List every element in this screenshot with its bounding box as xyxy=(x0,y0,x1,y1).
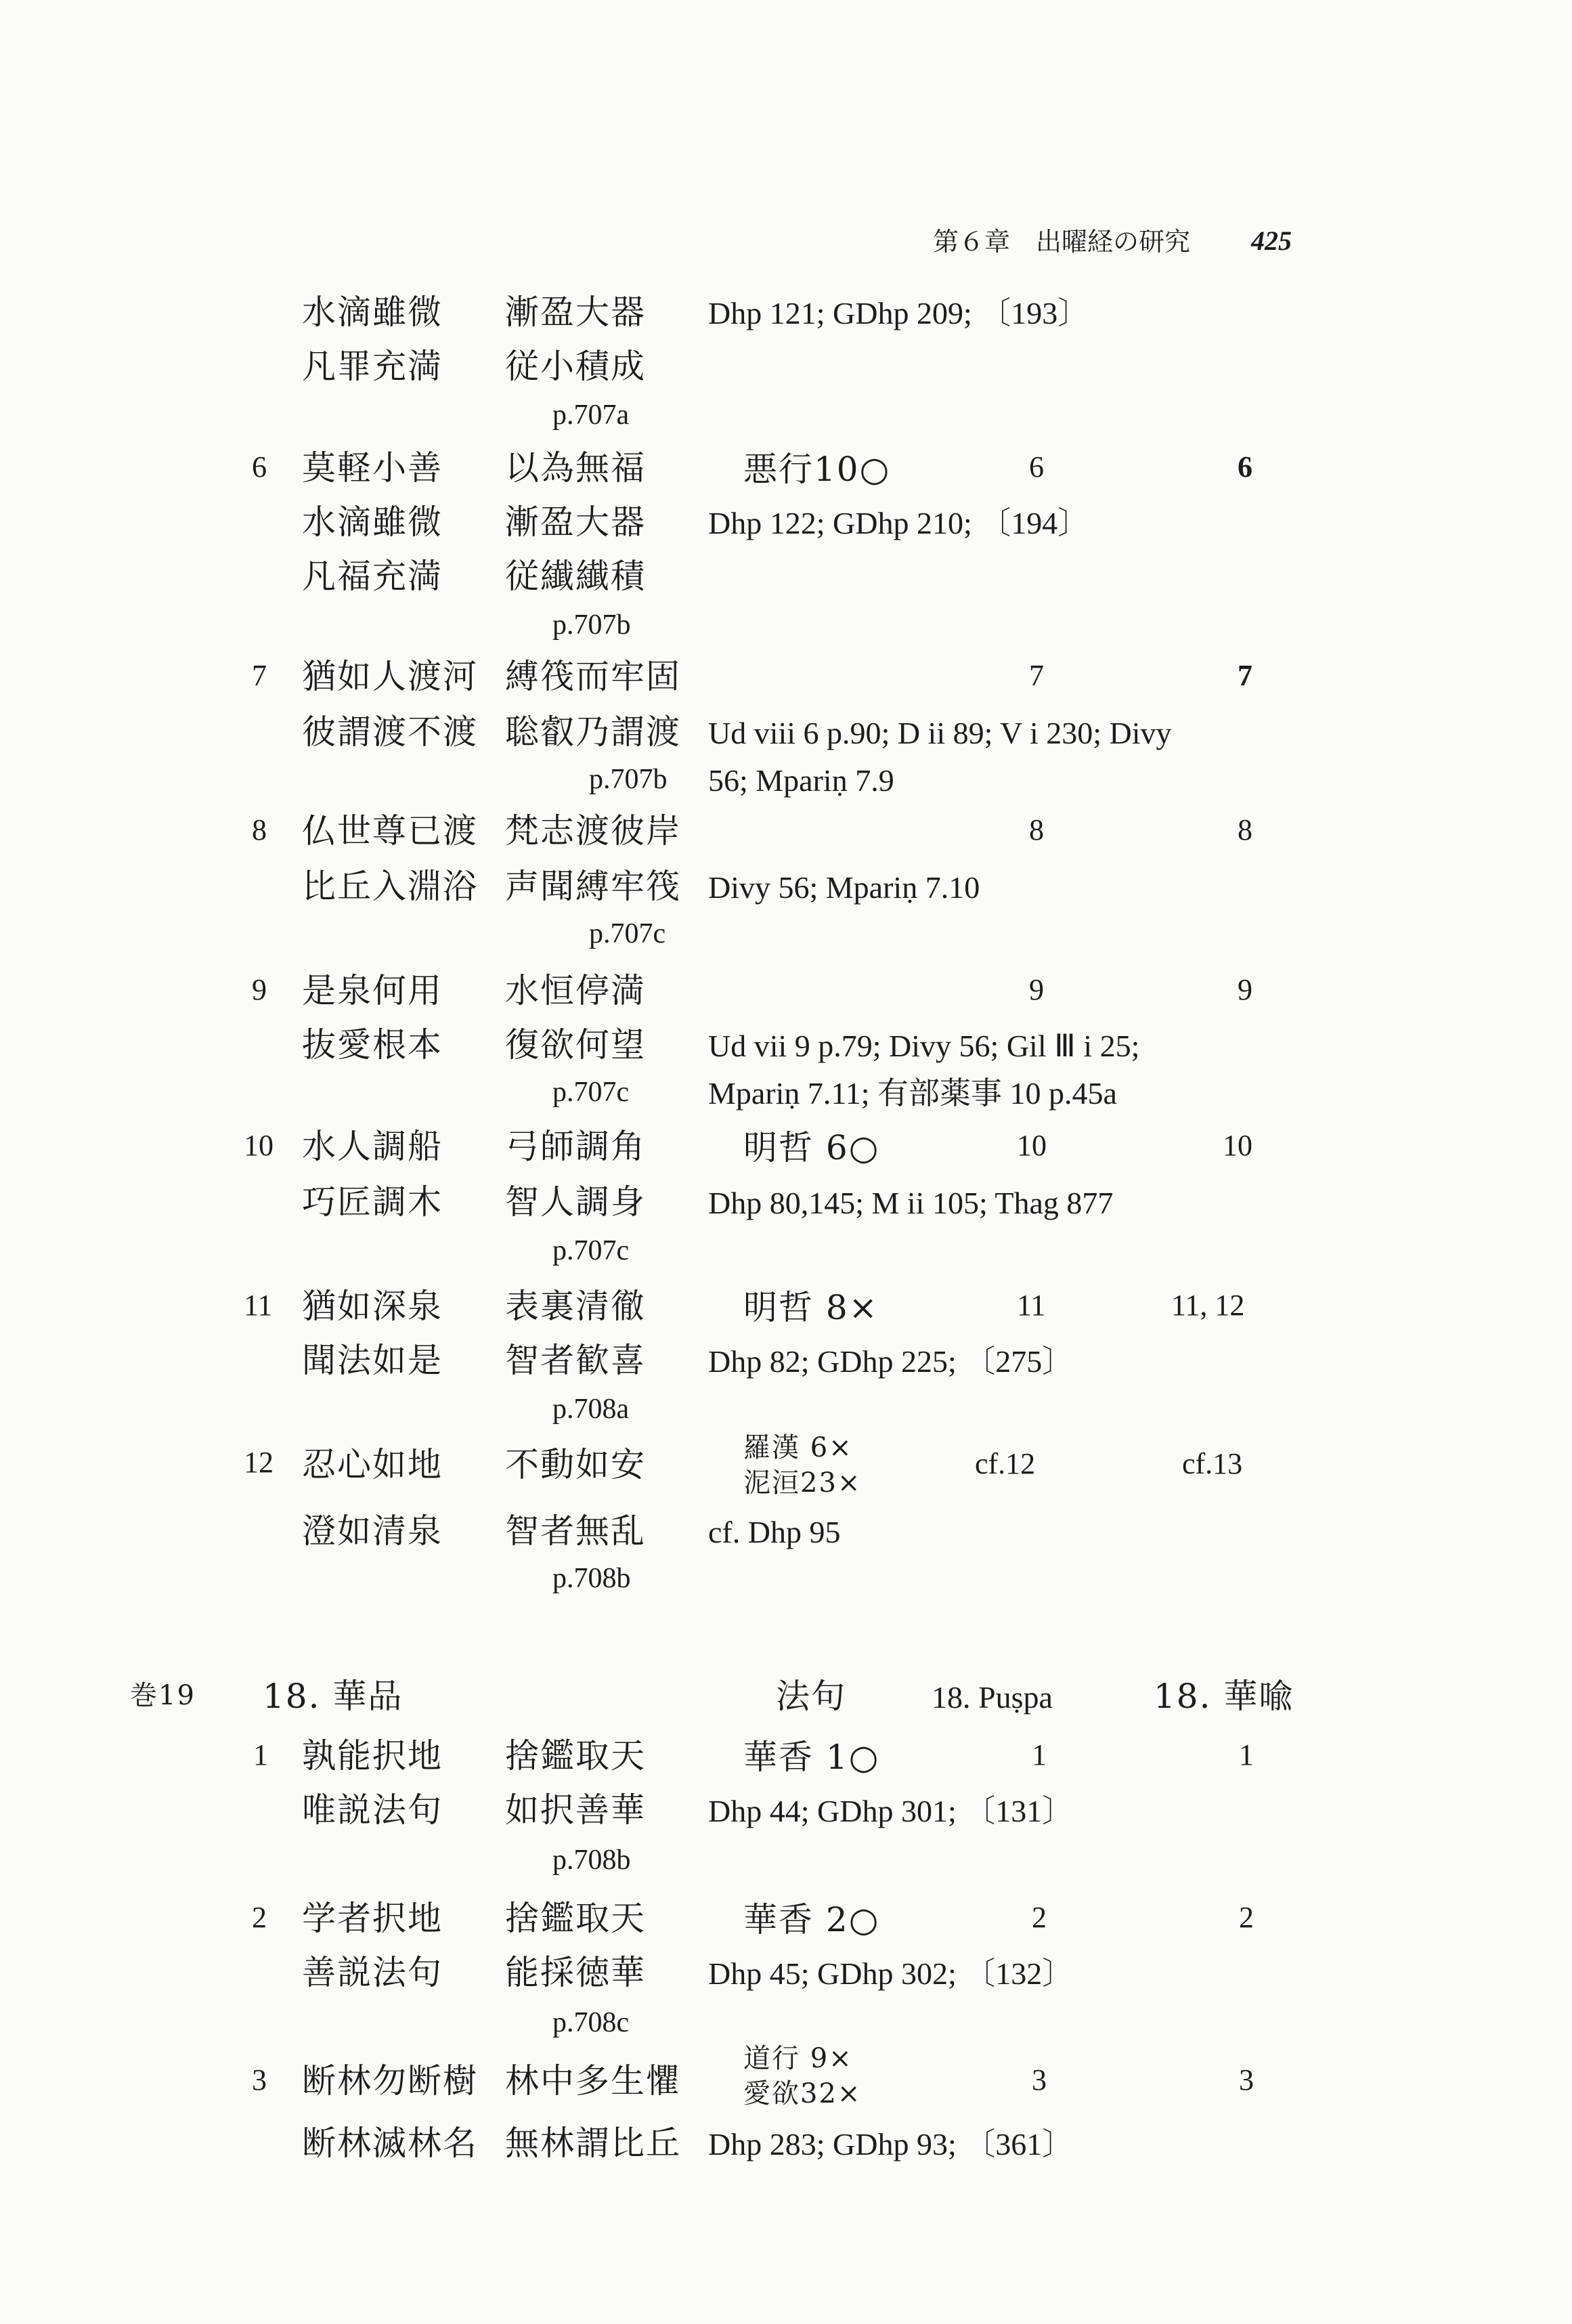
reference-continued: 56; Mpariṇ 7.9 xyxy=(708,763,894,798)
parallel-ref: 華香 2○ xyxy=(743,1900,880,1939)
page-reference: p.707c xyxy=(589,918,666,949)
verse-line: 抜愛根本 xyxy=(302,1025,443,1064)
reference: Dhp 44; GDhp 301; 〔131〕 xyxy=(708,1794,1074,1828)
verse-line: 無林謂比丘 xyxy=(505,2124,681,2163)
page-reference: p.708b xyxy=(552,1845,631,1876)
verse-line: 能採徳華 xyxy=(505,1953,646,1992)
page-reference: p.707b xyxy=(552,609,631,641)
verse-line: 学者択地 xyxy=(302,1899,443,1938)
page-reference: p.707c xyxy=(552,1077,630,1108)
verse-line: 比丘入淵浴 xyxy=(302,867,478,906)
page-reference: p.707b xyxy=(589,764,668,795)
verse-line: 漸盈大器 xyxy=(505,293,646,332)
verse-line: 捨鑑取天 xyxy=(505,1899,646,1938)
col4-number: 11 xyxy=(1017,1289,1046,1322)
reference-continued: Mpariṇ 7.11; 有部薬事 10 p.45a xyxy=(708,1076,1117,1111)
parallel-ref: 明哲 8× xyxy=(743,1288,879,1327)
verse-line: 唯説法句 xyxy=(302,1790,443,1830)
col4-heading: 18. Puṣpa xyxy=(932,1680,1053,1715)
parallel-ref: 羅漢 6× xyxy=(743,1432,853,1463)
verse-line: 猶如深泉 xyxy=(302,1287,443,1326)
col5-number: 9 xyxy=(1238,973,1252,1006)
verse-number: 6 xyxy=(252,450,267,483)
parallel-ref: 泥洹23× xyxy=(743,1467,862,1499)
page-reference: p.707c xyxy=(552,1235,630,1266)
verse-line: 水恒停満 xyxy=(505,971,646,1010)
reference: Ud viii 6 p.90; D ii 89; V i 230; Divy xyxy=(708,716,1172,750)
parallel-ref: 道行 9× xyxy=(743,2043,853,2074)
verse-number: 9 xyxy=(252,973,267,1006)
page-number: 425 xyxy=(1251,225,1292,256)
col5-number: cf.13 xyxy=(1182,1447,1243,1480)
parallel-ref: 悪行10○ xyxy=(743,450,891,489)
verse-line: 智人調身 xyxy=(505,1182,646,1222)
verse-number: 10 xyxy=(244,1129,274,1162)
verse-line: 声聞縛牢筏 xyxy=(505,867,681,906)
col5-heading: 18. 華喩 xyxy=(1154,1677,1294,1716)
verse-line: 如択善華 xyxy=(505,1790,646,1830)
verse-number: 7 xyxy=(252,659,267,692)
verse-line: 仏世尊已渡 xyxy=(302,811,478,851)
verse-line: 従小積成 xyxy=(505,347,646,386)
verse-number: 2 xyxy=(252,1901,267,1934)
page-reference: p.707a xyxy=(552,400,630,431)
verse-line: 断林勿断樹 xyxy=(302,2061,478,2101)
verse-line: 忍心如地 xyxy=(302,1445,443,1484)
verse-line: 澄如清泉 xyxy=(302,1511,443,1551)
verse-line: 縛筏而牢固 xyxy=(505,657,681,696)
verse-line: 林中多生懼 xyxy=(505,2061,681,2101)
section-title: 18. 華品 xyxy=(263,1677,403,1716)
verse-line: 彼謂渡不渡 xyxy=(302,712,478,752)
verse-line: 莫軽小善 xyxy=(302,448,443,488)
col4-number: 8 xyxy=(1029,813,1044,846)
col4-number: 9 xyxy=(1029,973,1044,1006)
verse-line: 以為無福 xyxy=(505,448,646,488)
verse-line: 捨鑑取天 xyxy=(505,1736,646,1776)
page-reference: p.708c xyxy=(552,2007,630,2038)
volume-label: 巻19 xyxy=(130,1680,196,1711)
col5-number: 8 xyxy=(1238,813,1252,846)
reference: Divy 56; Mpariṇ 7.10 xyxy=(708,870,980,905)
verse-line: 是泉何用 xyxy=(302,971,443,1010)
reference: Dhp 122; GDhp 210; 〔194〕 xyxy=(708,506,1089,540)
reference: Dhp 82; GDhp 225; 〔275〕 xyxy=(708,1344,1074,1379)
reference: Dhp 80,145; M ii 105; Thag 877 xyxy=(708,1186,1114,1220)
verse-line: 聞法如是 xyxy=(302,1341,443,1380)
parallel-ref: 華香 1○ xyxy=(743,1738,880,1777)
col4-number: 2 xyxy=(1032,1901,1047,1934)
verse-line: 凡福充満 xyxy=(302,557,443,596)
page-reference: p.708b xyxy=(552,1563,631,1594)
reference: Ud vii 9 p.79; Divy 56; Gil Ⅲ i 25; xyxy=(708,1029,1140,1063)
verse-line: 智者無乱 xyxy=(505,1511,646,1551)
parallel-ref: 明哲 6○ xyxy=(743,1128,880,1167)
page-reference: p.708a xyxy=(552,1394,630,1425)
reference: Dhp 121; GDhp 209; 〔193〕 xyxy=(708,296,1089,330)
reference: Dhp 45; GDhp 302; 〔132〕 xyxy=(708,1956,1074,1991)
col5-number: 10 xyxy=(1223,1129,1252,1162)
reference: Dhp 283; GDhp 93; 〔361〕 xyxy=(708,2127,1074,2161)
col4-number: 3 xyxy=(1032,2063,1047,2096)
parallel-ref: 愛欲32× xyxy=(743,2078,862,2109)
verse-line: 復欲何望 xyxy=(505,1025,646,1064)
col5-number: 1 xyxy=(1239,1738,1254,1771)
verse-line: 従纎纎積 xyxy=(505,557,646,596)
col5-number: 11, 12 xyxy=(1171,1289,1245,1322)
verse-line: 梵志渡彼岸 xyxy=(505,811,681,851)
running-header: 第６章 出曜経の研究 xyxy=(933,227,1191,257)
verse-number: 11 xyxy=(244,1289,273,1322)
col5-number: 3 xyxy=(1239,2063,1254,2096)
col4-number: cf.12 xyxy=(975,1447,1036,1480)
verse-line: 水滴雖微 xyxy=(302,502,443,542)
reference: cf. Dhp 95 xyxy=(708,1515,841,1549)
verse-number: 3 xyxy=(252,2063,267,2096)
verse-line: 凡罪充満 xyxy=(302,347,443,386)
verse-number: 8 xyxy=(252,813,267,846)
verse-line: 漸盈大器 xyxy=(505,502,646,542)
verse-line: 表裏清徹 xyxy=(505,1287,646,1326)
col4-number: 6 xyxy=(1029,450,1044,483)
verse-line: 智者歓喜 xyxy=(505,1341,646,1380)
verse-line: 水人調船 xyxy=(302,1127,443,1166)
verse-line: 断林滅林名 xyxy=(302,2124,478,2163)
col5-number: 2 xyxy=(1239,1901,1254,1934)
verse-line: 巧匠調木 xyxy=(302,1182,443,1222)
verse-line: 弓師調角 xyxy=(505,1127,646,1166)
verse-line: 水滴雖微 xyxy=(302,293,443,332)
col4-number: 7 xyxy=(1029,659,1044,692)
verse-line: 猶如人渡河 xyxy=(302,657,478,696)
verse-number: 12 xyxy=(244,1446,274,1479)
col5-number: 7 xyxy=(1238,659,1252,692)
verse-number: 1 xyxy=(253,1738,268,1771)
verse-line: 善説法句 xyxy=(302,1953,443,1992)
verse-line: 孰能択地 xyxy=(302,1736,443,1776)
col4-number: 1 xyxy=(1032,1738,1047,1771)
verse-line: 不動如安 xyxy=(505,1445,646,1484)
col4-number: 10 xyxy=(1017,1129,1047,1162)
col3-heading: 法句 xyxy=(776,1677,846,1716)
verse-line: 聡叡乃謂渡 xyxy=(505,712,681,752)
col5-number: 6 xyxy=(1238,450,1252,483)
